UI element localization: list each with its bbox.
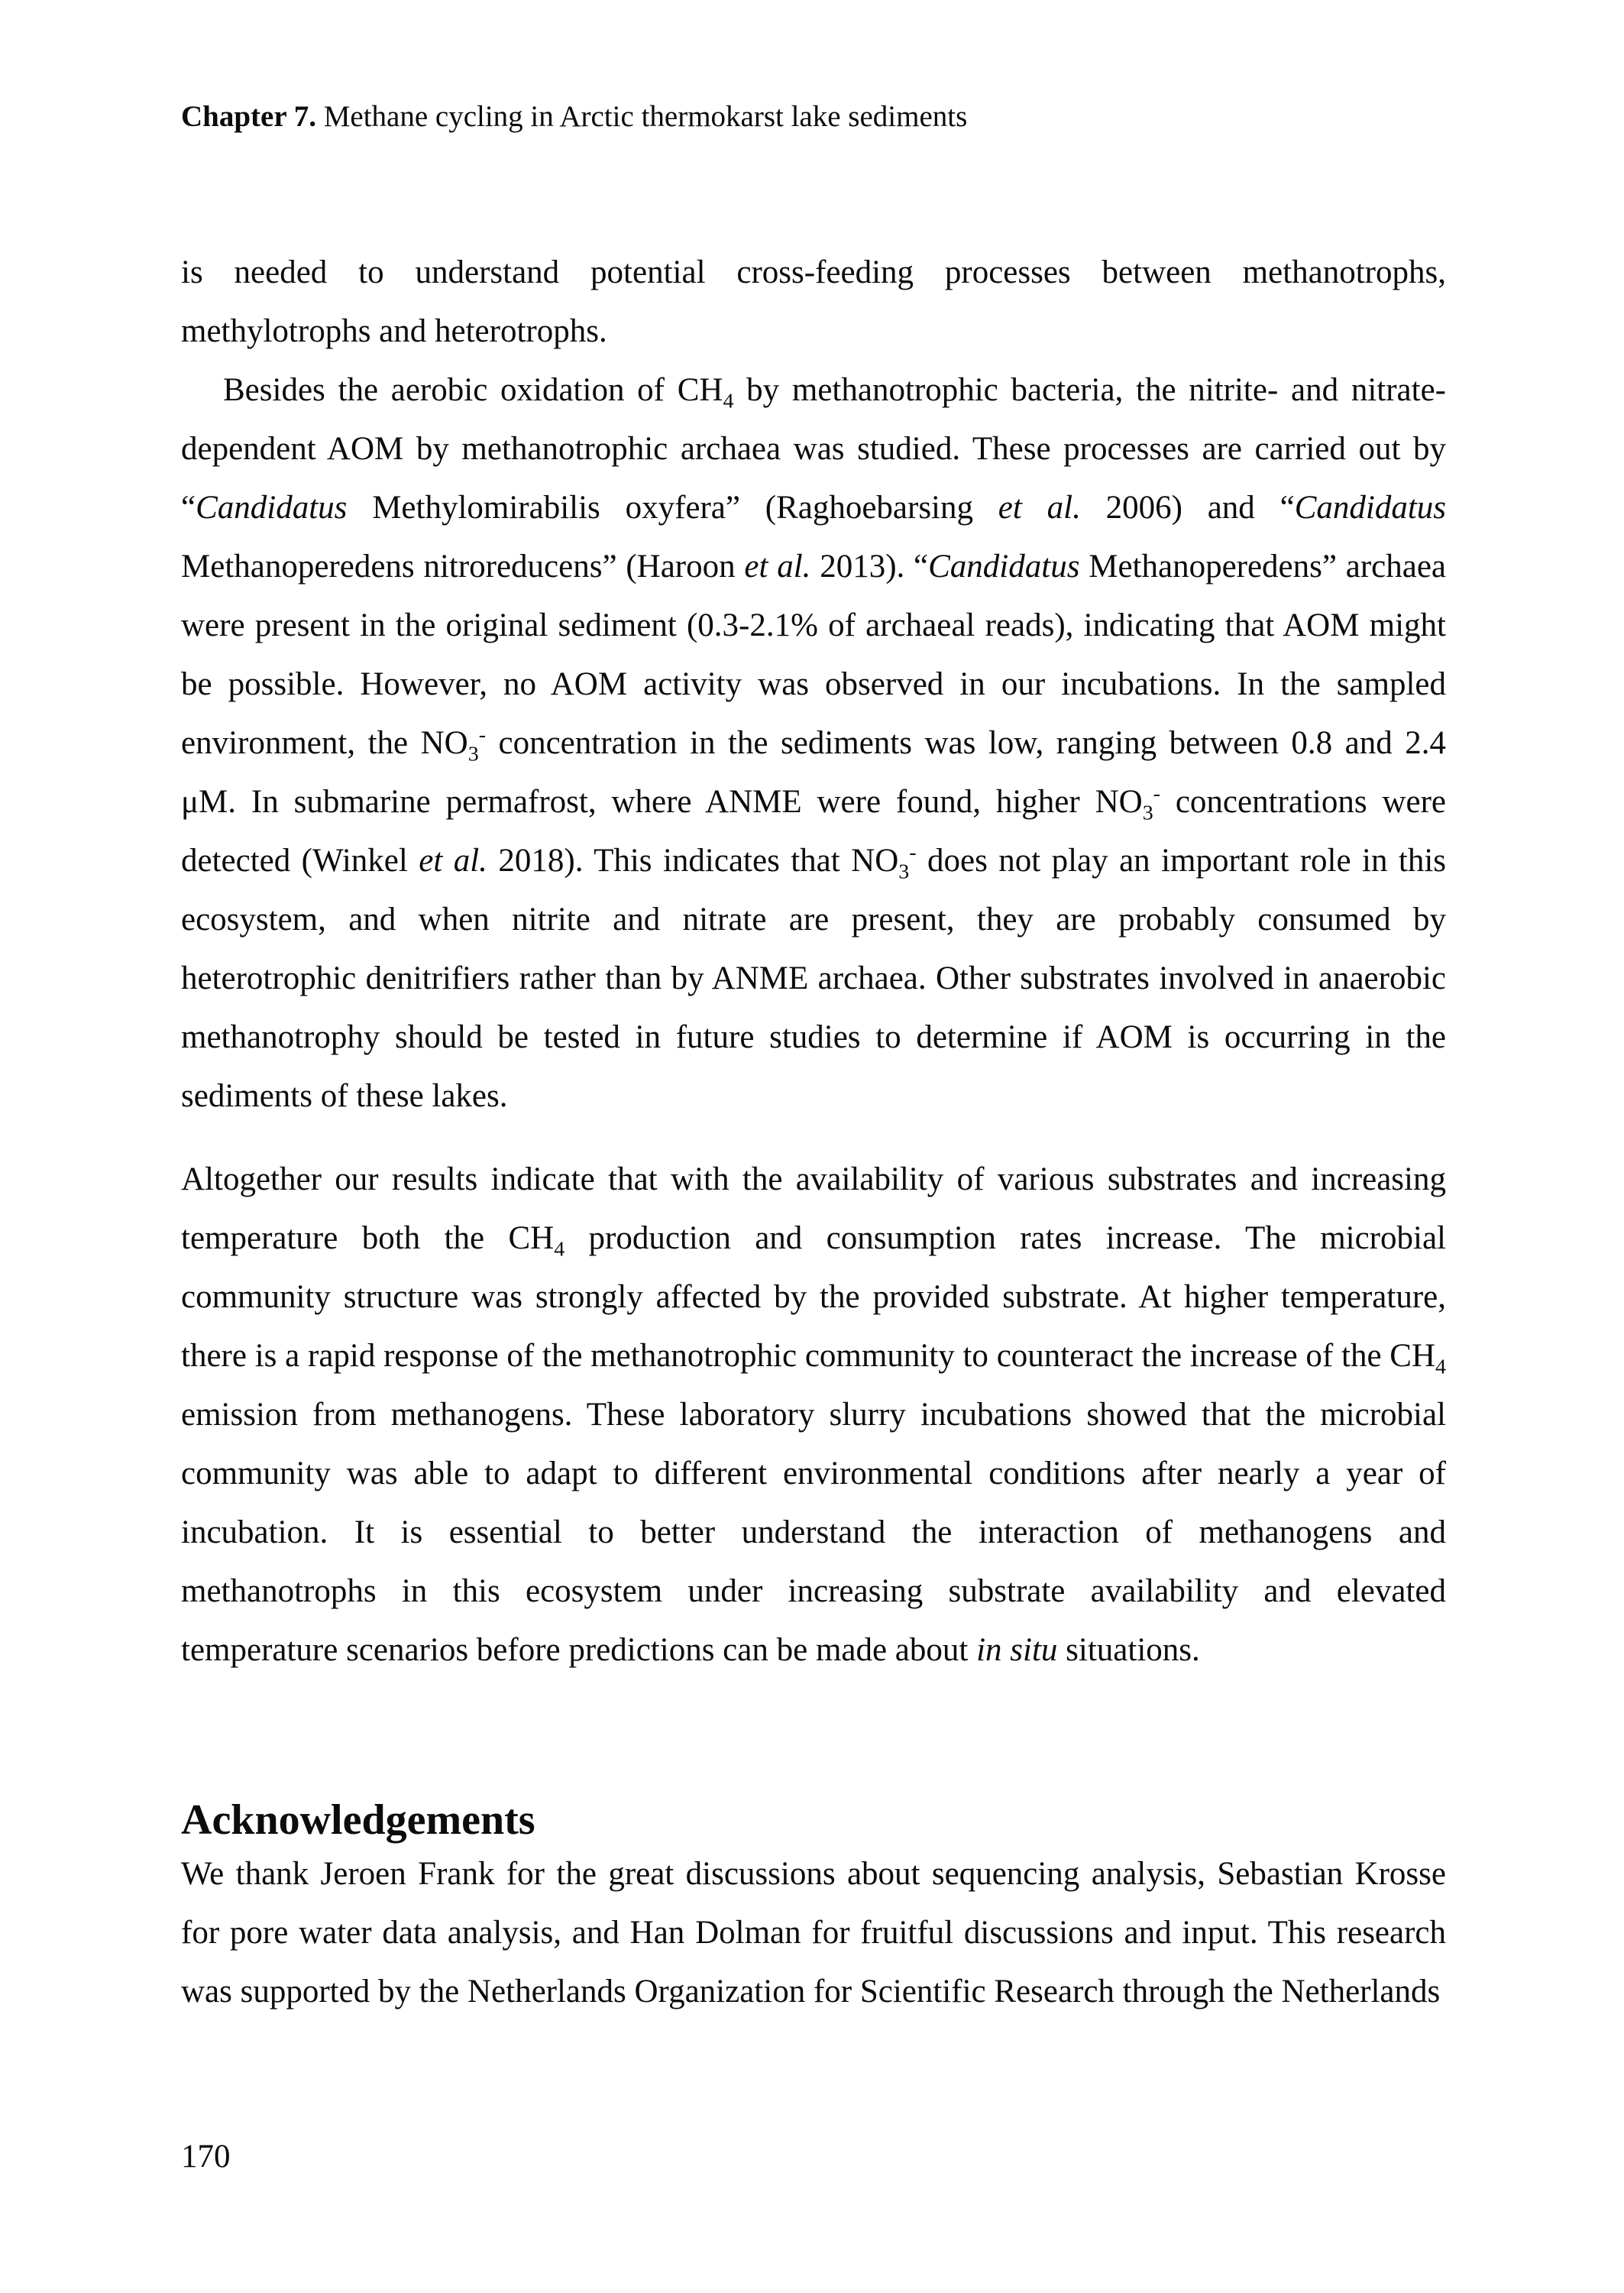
paragraph-aom: Besides the aerobic oxidation of $CH_4$ by methanotrophic bacteria, the nitrite- and nitrate-dependent AOM by methanotrophic archaea was studied. These processes are carried out by “Candidatus Methylomirabilis oxyfera” (Raghoebarsing et al. 2006) and “Candidatus Methanoperedens nitroreducens” (Haroon et al. 2013). “Candidatus Methanoperedens” archaea were present in the original sediment (0.3-2.1% of archaeal reads), indicating that AOM might be possible. However, no AOM activity was observed in our incubations. In the sampled environment, the $NO_3^-$ concentration in the sediments was low, ranging between 0.8 and 2.4 μM. In submarine permafrost, where ANME were found, higher $NO_3^-$ concentrations were detected (Winkel et al. 2018). This indicates that $NO_3^-$ does not play an important role in this ecosystem, and when nitrite and nitrate are present, they are probably consumed by heterotrophic denitrifiers rather than by ANME archaea. Other substrates involved in anaerobic methanotrophy should be tested in future studies to determine if AOM is occurring in the sediments of these lakes. <box>181 372 1447 1114</box>
page-number: 170 <box>181 2139 231 2175</box>
paragraph-continuation: is needed to understand potential cross-feeding processes between methanotrophs, methylotrophs and heterotrophs. <box>181 254 1446 349</box>
body-text <box>181 243 1446 2021</box>
running-head: Chapter 7. Methane cycling in Arctic thermokarst lake sediments <box>181 100 968 133</box>
acknowledgements-heading: Acknowledgements <box>181 1796 535 1844</box>
page-content <box>181 98 1446 2021</box>
acknowledgements-paragraph: We thank Jeroen Frank for the great discussions about sequencing analysis, Sebastian Krosse for pore water data analysis, and Han Dolman for fruitful discussions and input. This research was supported by the Netherlands Organization for Scientific Research through the Netherlands <box>181 1856 1446 2010</box>
paragraph-conclusion: Altogether our results indicate that with the availability of various substrates and increasing temperature both the $CH_4$ production and consumption rates increase. The microbial community structure was strongly affected by the provided substrate. At higher temperature, there is a rapid response of the methanotrophic community to counteract the increase of the $CH_4$ emission from methanogens. These laboratory slurry incubations showed that the microbial community was able to adapt to different environmental conditions after nearly a year of incubation. It is essential to better understand the interaction of methanogens and methanotrophs in this ecosystem under increasing substrate availability and elevated temperature scenarios before predictions can be made about in situ situations. <box>181 1161 1446 1668</box>
